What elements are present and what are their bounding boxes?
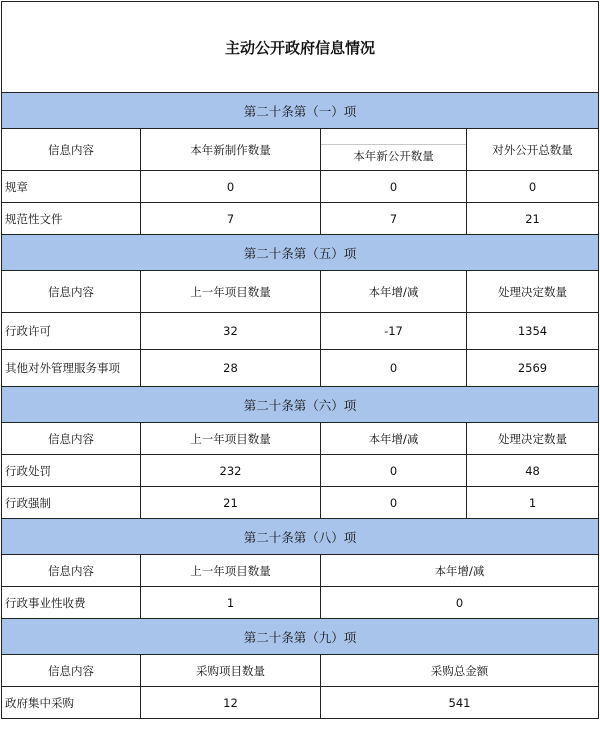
row-label: 规范性文件 xyxy=(2,203,141,235)
section-heading: 第二十条第（九）项 xyxy=(2,619,599,655)
col-header-prev-count: 上一年项目数量 xyxy=(141,271,321,313)
section-header-row xyxy=(2,519,599,555)
section-header-row xyxy=(2,235,599,271)
table-cell: 0 xyxy=(467,171,599,203)
row-label: 行政许可 xyxy=(2,313,141,350)
row-label: 政府集中采购 xyxy=(2,687,141,719)
col-header-content: 信息内容 xyxy=(2,555,141,587)
table-row xyxy=(2,350,599,387)
disclosure-table xyxy=(1,1,599,719)
table-cell: 48 xyxy=(467,455,599,487)
row-label: 行政事业性收费 xyxy=(2,587,141,619)
table-cell: -17 xyxy=(321,313,467,350)
table-cell: 541 xyxy=(321,687,599,719)
col-header-total-public: 对外公开总数量 xyxy=(467,129,599,171)
col-header-decisions: 处理决定数量 xyxy=(467,423,599,455)
table-row xyxy=(2,687,599,719)
col-header-content: 信息内容 xyxy=(2,129,141,171)
table-row xyxy=(2,587,599,619)
table-cell: 1354 xyxy=(467,313,599,350)
table-row xyxy=(2,171,599,203)
table-cell: 0 xyxy=(141,171,321,203)
col-header-content: 信息内容 xyxy=(2,655,141,687)
title-row xyxy=(2,2,599,93)
table-cell: 21 xyxy=(467,203,599,235)
col-header-new-public xyxy=(321,129,467,171)
section-heading: 第二十条第（五）项 xyxy=(2,235,599,271)
col-header-purchase-amount: 采购总金额 xyxy=(321,655,599,687)
section-header-row xyxy=(2,93,599,129)
table-cell: 1 xyxy=(141,587,321,619)
table-row xyxy=(2,487,599,519)
table-cell: 7 xyxy=(141,203,321,235)
table-cell: 0 xyxy=(321,455,467,487)
table-title: 主动公开政府信息情况 xyxy=(2,2,599,93)
table-cell: 7 xyxy=(321,203,467,235)
table-cell: 0 xyxy=(321,487,467,519)
col-header-new-made: 本年新制作数量 xyxy=(141,129,321,171)
col-header-change: 本年增/减 xyxy=(321,271,467,313)
column-header-row xyxy=(2,423,599,455)
section-header-row xyxy=(2,619,599,655)
col-header-prev-count: 上一年项目数量 xyxy=(141,423,321,455)
section-header-row xyxy=(2,387,599,423)
col-header-change: 本年增/减 xyxy=(321,555,599,587)
row-label: 规章 xyxy=(2,171,141,203)
table-row xyxy=(2,313,599,350)
col-header-prev-count: 上一年项目数量 xyxy=(141,555,321,587)
table-cell: 28 xyxy=(141,350,321,387)
col-header-content: 信息内容 xyxy=(2,271,141,313)
column-header-row xyxy=(2,555,599,587)
column-header-row xyxy=(2,655,599,687)
col-header-content: 信息内容 xyxy=(2,423,141,455)
col-header-purchase-count: 采购项目数量 xyxy=(141,655,321,687)
row-label: 行政强制 xyxy=(2,487,141,519)
table-cell: 32 xyxy=(141,313,321,350)
table-cell: 1 xyxy=(467,487,599,519)
table-cell: 12 xyxy=(141,687,321,719)
row-label: 行政处罚 xyxy=(2,455,141,487)
table-row xyxy=(2,203,599,235)
column-header-row xyxy=(2,129,599,171)
section-heading: 第二十条第（八）项 xyxy=(2,519,599,555)
section-heading: 第二十条第（一）项 xyxy=(2,93,599,129)
col-header-new-public-label: 本年新公开数量 xyxy=(353,148,434,163)
table-cell: 0 xyxy=(321,171,467,203)
table-cell: 0 xyxy=(321,587,599,619)
col-header-change: 本年增/减 xyxy=(321,423,467,455)
header-divider xyxy=(321,129,466,145)
row-label: 其他对外管理服务事项 xyxy=(2,350,141,387)
table-cell: 2569 xyxy=(467,350,599,387)
col-header-decisions: 处理决定数量 xyxy=(467,271,599,313)
table-row xyxy=(2,455,599,487)
table-cell: 232 xyxy=(141,455,321,487)
table-cell: 21 xyxy=(141,487,321,519)
table-cell: 0 xyxy=(321,350,467,387)
section-heading: 第二十条第（六）项 xyxy=(2,387,599,423)
column-header-row xyxy=(2,271,599,313)
